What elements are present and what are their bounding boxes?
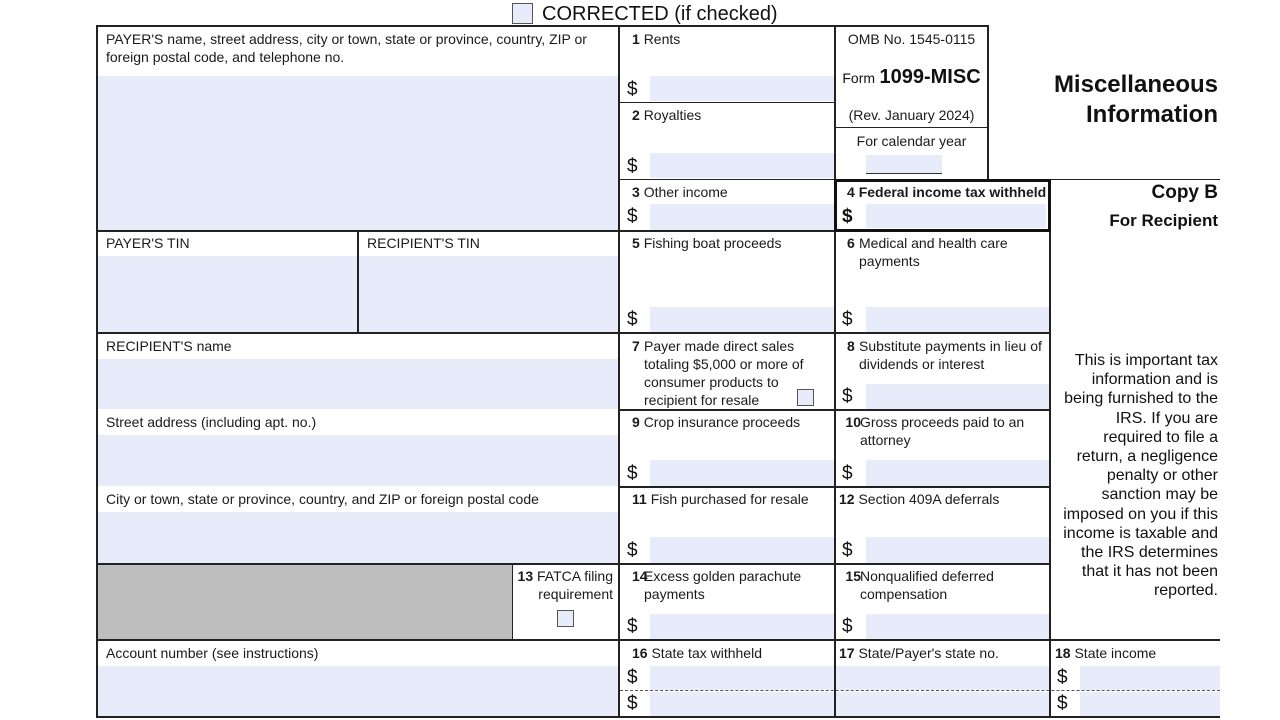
box18-dollar-2: $: [1057, 693, 1068, 714]
box17-label: 17 State/Payer's state no.: [839, 645, 999, 661]
copy-name: Copy B: [1151, 182, 1218, 203]
shaded-block: [98, 565, 512, 639]
divider: [619, 102, 835, 103]
federal-tax-withheld-field[interactable]: [866, 204, 1046, 228]
state-tax-field-1[interactable]: [650, 666, 834, 690]
box5-dollar: $: [627, 309, 638, 330]
state-income-field-1[interactable]: [1080, 666, 1220, 690]
payer-tin-label: PAYER'S TIN: [106, 235, 190, 251]
substitute-payments-field[interactable]: [866, 384, 1049, 409]
box6-label: Medical and health care payments: [859, 235, 1008, 269]
box10-dollar: $: [842, 463, 853, 484]
box3-label: 3 Other income: [632, 184, 728, 200]
box18-dollar-1: $: [1057, 667, 1068, 688]
divider: [835, 127, 988, 128]
direct-sales-checkbox[interactable]: [797, 389, 814, 406]
revision-date: (Rev. January 2024): [848, 107, 975, 123]
box18-label: 18 State income: [1055, 645, 1157, 661]
street-address-label: Street address (including apt. no.): [106, 414, 317, 430]
box12-dollar: $: [842, 540, 853, 561]
recipient-name-field[interactable]: [98, 359, 618, 409]
recipient-tin-label: RECIPIENT'S TIN: [367, 235, 480, 251]
box10-label: Gross proceeds paid to an attorney: [860, 414, 1025, 448]
box12-label: 12 Section 409A deferrals: [839, 491, 1000, 507]
state-income-field-2[interactable]: [1080, 692, 1220, 716]
divider: [987, 25, 989, 180]
copy-for: For Recipient: [1109, 211, 1218, 230]
box14-label: Excess golden parachute payments: [644, 568, 802, 602]
box1-dollar: $: [627, 79, 638, 100]
box13-label: 13 FATCA filing requirement: [517, 568, 613, 602]
recipient-name-label: RECIPIENT'S name: [106, 338, 232, 354]
divider: [512, 564, 513, 640]
section-409a-field[interactable]: [866, 537, 1049, 563]
payer-name-field[interactable]: [98, 76, 618, 230]
box6-dollar: $: [842, 309, 853, 330]
box11-dollar: $: [627, 540, 638, 561]
divider: [96, 639, 1220, 641]
fish-purchased-field[interactable]: [650, 537, 834, 563]
box15-dollar: $: [842, 616, 853, 637]
recipient-tin-field[interactable]: [359, 256, 618, 332]
golden-parachute-field[interactable]: [650, 614, 834, 639]
corrected-label: CORRECTED (if checked): [542, 3, 778, 25]
box10-num: 10: [845, 414, 861, 430]
account-number-field[interactable]: [98, 666, 618, 716]
box16-label: 16 State tax withheld: [632, 645, 762, 661]
box8-dollar: $: [842, 386, 853, 407]
payer-name-label: PAYER'S name, street address, city or town, state or province, country, ZIP or foreign postal code, and telephone no.: [106, 31, 587, 65]
box9-label: 9 Crop insurance proceeds: [632, 414, 801, 430]
box2-label: 2 Royalties: [632, 107, 702, 123]
box3-dollar: $: [627, 206, 638, 227]
box8-label: Substitute payments in lieu of dividends or interest: [859, 338, 1042, 372]
box11-label: 11 Fish purchased for resale: [632, 491, 809, 507]
calendar-year-label: For calendar year: [856, 133, 967, 149]
state-payer-no-field-2[interactable]: [836, 692, 1049, 716]
divider: [619, 409, 1051, 411]
box4-label: 4 Federal income tax withheld: [847, 184, 1047, 200]
box9-dollar: $: [627, 463, 638, 484]
fishing-boat-field[interactable]: [650, 307, 834, 332]
divider: [619, 486, 1051, 488]
account-number-label: Account number (see instructions): [106, 645, 319, 661]
payer-tin-field[interactable]: [98, 256, 357, 332]
box15-label: Nonqualified deferred compensation: [860, 568, 994, 602]
street-address-field[interactable]: [98, 435, 618, 486]
fatca-checkbox[interactable]: [557, 610, 574, 627]
rents-field[interactable]: [650, 76, 834, 101]
crop-insurance-field[interactable]: [650, 460, 834, 486]
box14-dollar: $: [627, 616, 638, 637]
state-dashed-divider: [620, 690, 1220, 691]
box7-label: Payer made direct sales totaling $5,000 or more of consumer products to recipient for resale: [644, 338, 804, 408]
divider: [96, 332, 1051, 334]
box2-dollar: $: [627, 156, 638, 177]
city-label: City or town, state or province, country, and ZIP or foreign postal code: [106, 491, 539, 507]
box6-num: 6: [847, 235, 855, 251]
box14-num: 14: [632, 568, 648, 584]
divider: [834, 25, 836, 718]
calendar-year-field[interactable]: [866, 155, 942, 174]
other-income-field[interactable]: [650, 204, 834, 230]
royalties-field[interactable]: [650, 153, 834, 178]
box15-num: 15: [845, 568, 861, 584]
box4-dollar: $: [842, 206, 853, 227]
form-name: Form 1099-MISC: [842, 66, 981, 88]
box7-num: 7: [632, 338, 640, 354]
box16-dollar-2: $: [627, 693, 638, 714]
state-tax-field-2[interactable]: [650, 692, 834, 716]
box16-dollar-1: $: [627, 667, 638, 688]
box5-label: 5 Fishing boat proceeds: [632, 235, 782, 251]
corrected-checkbox[interactable]: [512, 3, 533, 24]
form-bottom-border: [96, 716, 1220, 718]
nonqualified-deferred-field[interactable]: [866, 614, 1049, 639]
omb-number: OMB No. 1545-0115: [847, 31, 976, 47]
divider: [1049, 180, 1051, 718]
form-title: [990, 70, 1218, 130]
city-field[interactable]: [98, 512, 618, 563]
divider: [618, 25, 620, 718]
attorney-proceeds-field[interactable]: [866, 460, 1049, 486]
form-title-line1: Miscellaneous: [1053, 71, 1218, 98]
state-payer-no-field-1[interactable]: [836, 666, 1049, 690]
form-title-line2: Information: [1086, 101, 1218, 128]
divider: [1049, 179, 1220, 180]
medical-payments-field[interactable]: [866, 307, 1049, 332]
notice-text: This is important tax information and is being furnished to the IRS. If you are required to file a return, a negligence penalty or other sanction may be imposed on you if this income is taxable and the IRS determines that it has not been reported.: [1063, 352, 1218, 600]
box8-num: 8: [847, 338, 855, 354]
form-top-border: [96, 25, 989, 27]
box1-label: 1 Rents: [632, 31, 681, 47]
